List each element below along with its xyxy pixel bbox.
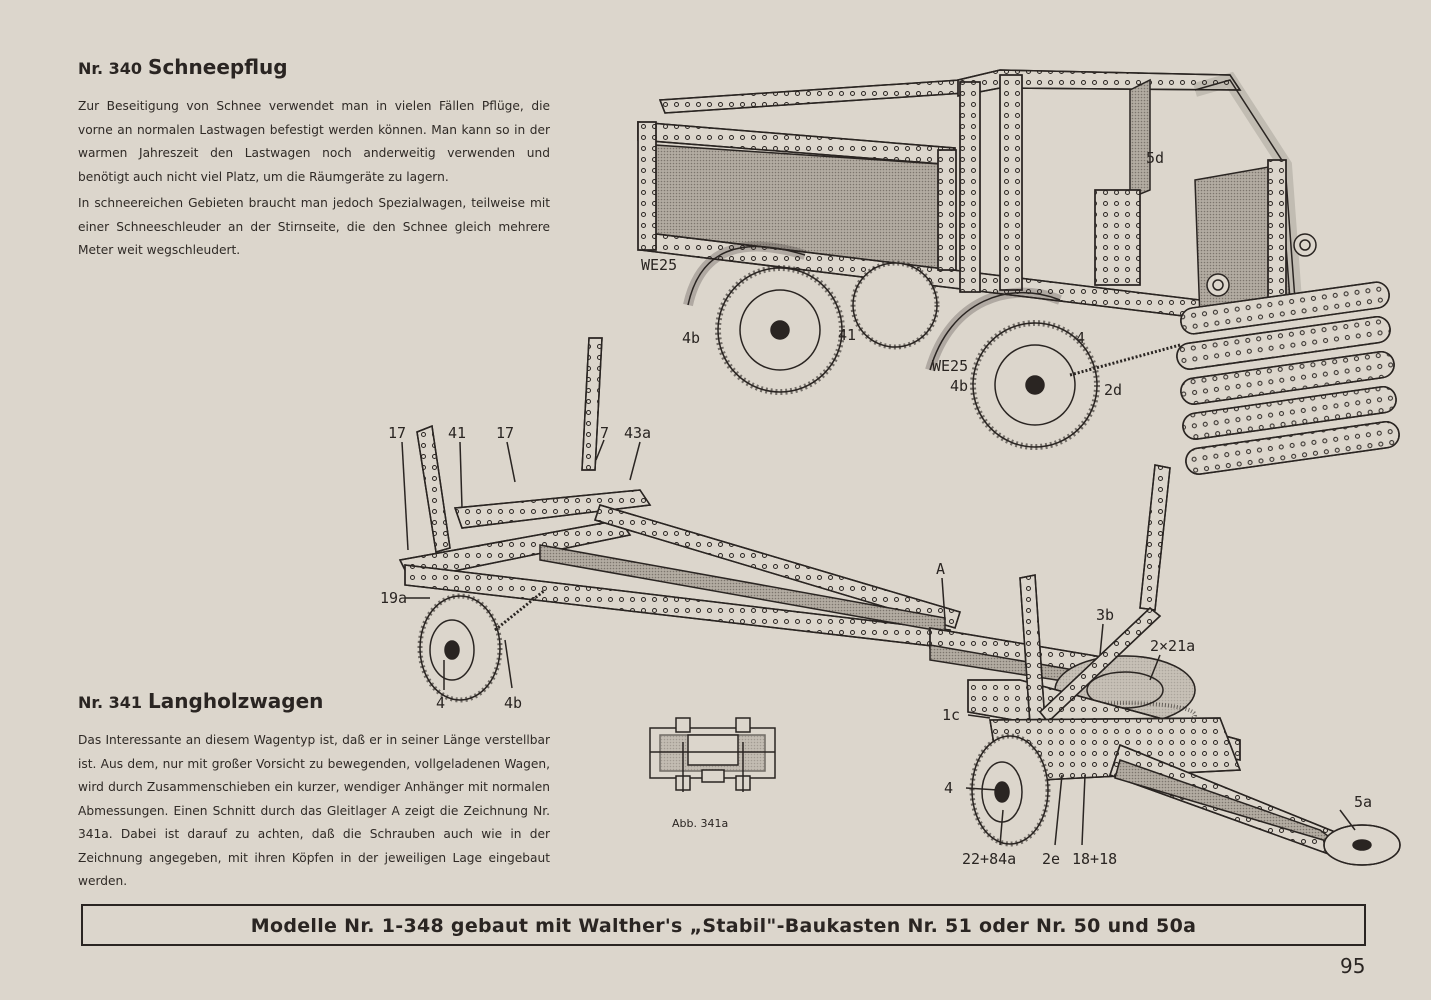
label-2x21a: 2×21a [1150,637,1196,655]
label-5a: 5a [1354,793,1373,811]
label-we25: WE25 [641,256,678,274]
label-4: 4 [1076,329,1086,347]
truck-drawing [638,70,1401,476]
cross-section-drawing [650,718,775,792]
label-1c: 1c [942,706,961,724]
label-17-second: 17 [496,424,515,442]
model-number: Nr. 341 [78,693,143,712]
label-2e: 2e [1042,850,1061,868]
label-17: 17 [388,424,407,442]
model-name: Schneepflug [148,55,288,79]
plough-blades [1175,281,1401,476]
figure-caption: Abb. 341a [672,817,729,830]
label-41: 41 [838,326,857,344]
label-43a: 43a [624,424,652,442]
label-4: 4 [436,694,446,712]
label-41: 41 [448,424,467,442]
label-a: A [936,560,946,578]
label-3b: 3b [1096,606,1115,624]
label-7: 7 [600,424,610,442]
page-number: 95 [1340,954,1366,978]
paragraph-340-1: Zur Beseitigung von Schnee verwendet man in vielen Fällen Pflüge, die vorne an normalen Lastwagen befestigt werden können. Man kann so in der warmen Jahreszeit den Lastwagen noch anderweitig verwenden und benötigt auch nicht viel Platz, um die Räumgeräte zu lagern. [78,99,550,184]
label-4b-front: 4b [950,377,969,395]
footer-box [81,904,1366,946]
footer-text: Modelle Nr. 1-348 gebaut mit Walther's „Stabil"-Baukasten Nr. 51 oder Nr. 50 und 50a [250,915,1197,937]
paragraph-341: Das Interessante an diesem Wagentyp ist, daß er in seiner Länge verstellbar ist. Aus dem, nur mit großer Vorsicht zu bewegenden, vollgeladenen Wagen, wird durch Zusammenschieben ein kurzer, wendiger Anhänger mit normalen Abmessungen. Einen Schnitt durch das Gleitlager A zeigt die Zeichnung Nr. 341a. Dabei ist darauf zu achten, daß die Schrauben auch wie in der Zeichnung angegeben, mit ihren Köpfen in der jeweiligen Lage eingebaut werden. [78,733,550,888]
label-2d: 2d [1104,381,1123,399]
model-name: Langholzwagen [148,689,324,713]
model-number: Nr. 340 [78,59,143,78]
label-19a: 19a [380,589,408,607]
label-4b: 4b [682,329,701,347]
label-4-rear: 4 [944,779,954,797]
label-18-18: 18+18 [1072,850,1118,868]
label-we25-front: WE25 [932,357,969,375]
label-4b: 4b [504,694,523,712]
label-5d: 5d [1146,149,1165,167]
label-22-84a: 22+84a [962,850,1017,868]
paragraph-340-2: In schneereichen Gebieten braucht man jedoch Spezialwagen, teilweise mit einer Schneeschleuder an der Stirnseite, die den Schnee gleich mehrere Meter weit wegschleudert. [78,196,550,257]
